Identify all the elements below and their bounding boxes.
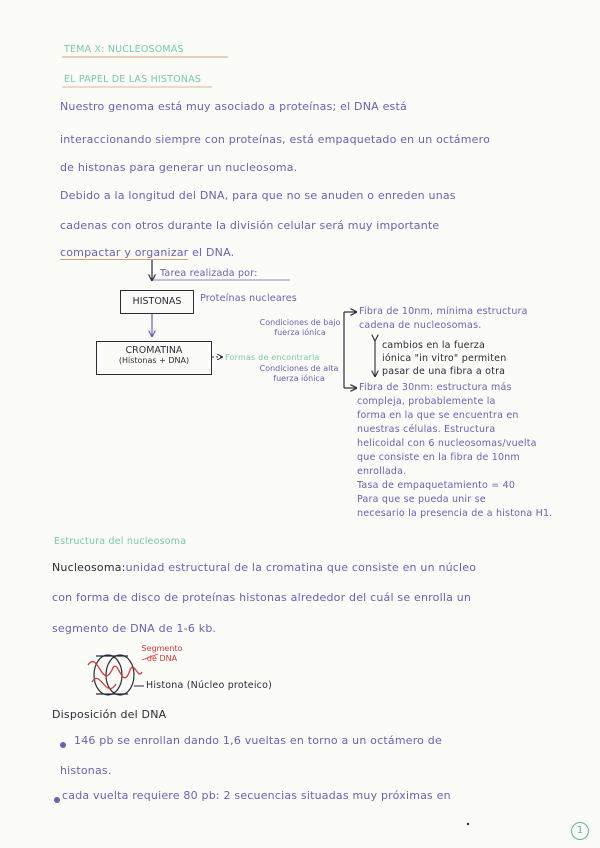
nucleosoma-term: Nucleosoma: — [52, 561, 126, 574]
fibra30-line10: necesario la presencia de a histona H1. — [357, 508, 553, 519]
nucleosoma-line2: con forma de disco de proteínas histonas alrededor del cuál se enrolla un — [52, 591, 472, 604]
histonas-note: Proteínas nucleares — [200, 293, 297, 304]
page-title: TEMA X: NUCLEOSOMAS — [64, 44, 184, 55]
bullet1-line1: 146 pb se enrollan dando 1,6 vueltas en torno a un octámero de — [74, 734, 442, 747]
cromatina-title: CROMATINA — [125, 345, 183, 356]
fibra30-line5: helicoidal con 6 nucleosomas/vuelta — [357, 438, 537, 449]
fibra30-line9: Para que se pueda unir se — [357, 494, 486, 505]
bullet2-line1: cada vuelta requiere 80 pb: 2 secuencias situadas muy próximas en — [62, 789, 451, 802]
bullet1-line2: histonas. — [60, 764, 112, 777]
section-title-histonas: EL PAPEL DE LAS HISTONAS — [64, 74, 202, 85]
section-title-nucleosoma: Estructura del nucleosoma — [54, 536, 187, 547]
page-number: 1 — [571, 822, 589, 840]
fibra30-line3: forma en la que se encuentra en — [357, 410, 519, 421]
fibra30-line4: nuestras células. Estructura — [357, 424, 496, 435]
figure-label-segment: Segmento de DNA — [141, 644, 183, 663]
figure-label-histona: Histona (Núcleo proteico) — [146, 680, 272, 691]
cambios-line3: pasar de una fibra a otra — [382, 366, 506, 377]
nucleosome-coil-figure — [88, 654, 158, 695]
cond-high-label: Condiciones de alta fuerza iónica — [259, 364, 339, 383]
fibra30-line7: enrollada. — [357, 466, 407, 477]
pen-dot — [467, 823, 469, 825]
task-label: Tarea realizada por: — [160, 268, 258, 279]
disposicion-title: Disposición del DNA — [52, 708, 167, 721]
fibra10-line1: Fibra de 10nm, mínima estructura — [359, 306, 528, 317]
cromatina-subtitle: (Histonas + DNA) — [118, 356, 190, 365]
fibra30-line2: compleja, probablemente la — [357, 396, 496, 407]
para2-line1: Debido a la longitud del DNA, para que no se anuden o enreden unas — [60, 189, 456, 202]
para2-tail: el DNA. — [188, 246, 235, 259]
fibra30-line8: Tasa de empaquetamiento = 40 — [357, 480, 516, 491]
figure-pointer-segment — [142, 654, 158, 660]
para1-line2: interaccionando siempre con proteínas, está empaquetado en un octámero — [60, 133, 490, 146]
highlight-compactar: compactar y organizar — [60, 246, 189, 259]
fibra30-line6: que consiste en la fibra de 10nm — [357, 452, 520, 463]
para2-line2: cadenas con otros durante la división celular será muy importante — [60, 219, 440, 232]
nucleosoma-line3: segmento de DNA de 1-6 kb. — [52, 622, 217, 635]
cambios-line1: cambios en la fuerza — [382, 340, 486, 351]
nucleosoma-def-line1: unidad estructural de la cromatina que consiste en un núcleo — [125, 561, 477, 574]
para1-line1: Nuestro genoma está muy asociado a proteínas; el DNA está — [60, 100, 407, 113]
forms-label: Formas de encontrarla — [225, 353, 320, 362]
fibra10-line2: cadena de nucleosomas. — [359, 320, 482, 331]
cambios-line2: iónica "in vitro" permiten — [382, 353, 507, 364]
fibra30-line1: Fibra de 30nm: estructura más — [359, 382, 512, 393]
cond-low-label: Condiciones de bajo fuerza iónica — [259, 318, 341, 337]
para1-line3: de histonas para generar un nucleosoma. — [60, 161, 298, 174]
histonas-box: HISTONAS — [120, 290, 194, 314]
